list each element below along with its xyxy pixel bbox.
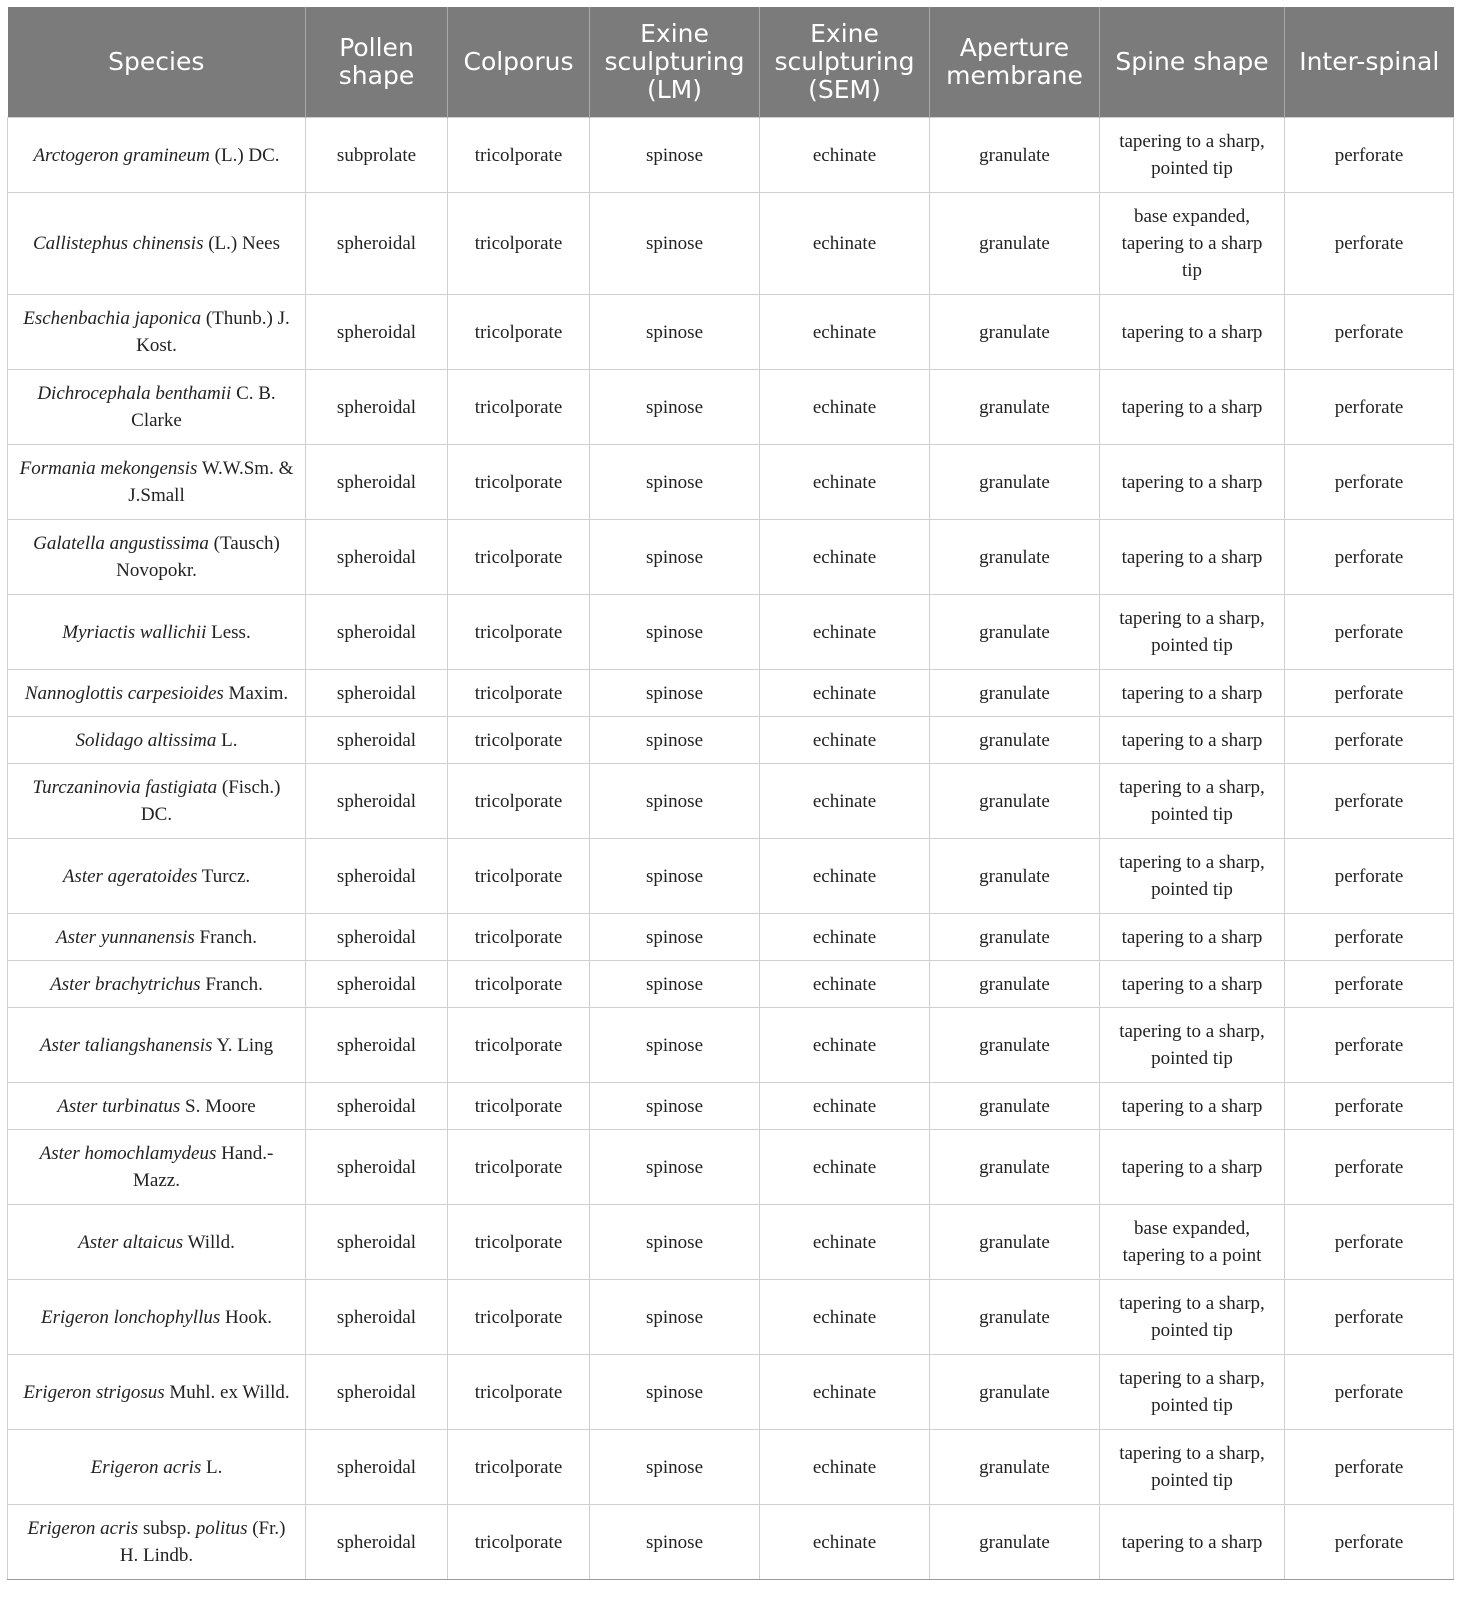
table-row [8, 295, 1454, 370]
cell-colporus: tricolporate [448, 764, 590, 839]
species-name: Formania mekongensis [19, 458, 198, 479]
cell-pollen-shape: spheroidal [306, 1205, 448, 1280]
cell-species [8, 445, 306, 520]
cell-pollen-shape: spheroidal [306, 1083, 448, 1130]
cell-colporus: tricolporate [448, 961, 590, 1008]
cell-inter-spinal: perforate [1285, 295, 1454, 370]
cell-species [8, 1280, 306, 1355]
cell-colporus: tricolporate [448, 1505, 590, 1580]
table-row [8, 1083, 1454, 1130]
cell-inter-spinal: perforate [1285, 1083, 1454, 1130]
cell-aperture-membrane: granulate [930, 670, 1100, 717]
species-name: Nannoglottis carpesioides [24, 682, 224, 704]
cell-pollen-shape: spheroidal [306, 839, 448, 914]
cell-exine-sem: echinate [760, 295, 930, 370]
cell-exine-lm: spinose [590, 370, 760, 445]
cell-aperture-membrane: granulate [930, 1130, 1100, 1205]
cell-exine-sem: echinate [760, 445, 930, 520]
cell-species [8, 764, 306, 839]
cell-inter-spinal: perforate [1285, 670, 1454, 717]
cell-spine-shape: tapering to a sharp, pointed tip [1100, 764, 1285, 839]
cell-species [8, 961, 306, 1008]
cell-exine-sem: echinate [760, 961, 930, 1008]
cell-exine-lm: spinose [590, 1355, 760, 1430]
cell-aperture-membrane: granulate [930, 764, 1100, 839]
cell-exine-lm: spinose [590, 1280, 760, 1355]
cell-inter-spinal: perforate [1285, 1008, 1454, 1083]
cell-exine-lm: spinose [590, 1205, 760, 1280]
cell-pollen-shape: spheroidal [306, 1008, 448, 1083]
cell-pollen-shape: spheroidal [306, 1355, 448, 1430]
cell-spine-shape: tapering to a sharp [1100, 370, 1285, 445]
cell-colporus: tricolporate [448, 520, 590, 595]
header-exine-lm: Exine sculpturing (LM) [590, 7, 760, 118]
cell-spine-shape: tapering to a sharp [1100, 295, 1285, 370]
species-authority: (Thunb.) J. Kost. [136, 308, 290, 356]
cell-spine-shape: tapering to a sharp, pointed tip [1100, 1280, 1285, 1355]
table-header [8, 7, 1454, 118]
table-row [8, 764, 1454, 839]
cell-aperture-membrane: granulate [930, 1505, 1100, 1580]
cell-aperture-membrane: granulate [930, 595, 1100, 670]
cell-exine-lm: spinose [590, 295, 760, 370]
cell-pollen-shape: spheroidal [306, 1505, 448, 1580]
cell-exine-sem: echinate [760, 193, 930, 295]
cell-inter-spinal: perforate [1285, 717, 1454, 764]
cell-pollen-shape: spheroidal [306, 295, 448, 370]
species-authority: Willd. [183, 1231, 235, 1253]
cell-exine-sem: echinate [760, 1505, 930, 1580]
cell-exine-sem: echinate [760, 1083, 930, 1130]
cell-pollen-shape: spheroidal [306, 1430, 448, 1505]
species-authority: Hook. [220, 1306, 272, 1328]
cell-pollen-shape: spheroidal [306, 370, 448, 445]
cell-colporus: tricolporate [448, 1280, 590, 1355]
cell-pollen-shape: spheroidal [306, 520, 448, 595]
cell-aperture-membrane: granulate [930, 1280, 1100, 1355]
table-row [8, 1008, 1454, 1083]
cell-exine-sem: echinate [760, 520, 930, 595]
header-aperture-membrane: Aperture membrane [930, 7, 1100, 118]
species-authority: L. [201, 1456, 223, 1478]
header-spine-shape: Spine shape [1100, 7, 1285, 118]
cell-aperture-membrane: granulate [930, 717, 1100, 764]
species-name: Erigeron strigosus [23, 1381, 165, 1403]
species-name: Callistephus chinensis [33, 233, 204, 254]
species-name: Galatella angustissima [33, 533, 209, 554]
cell-pollen-shape: spheroidal [306, 595, 448, 670]
cell-spine-shape: tapering to a sharp [1100, 445, 1285, 520]
cell-inter-spinal: perforate [1285, 193, 1454, 295]
species-authority: Franch. [200, 973, 263, 995]
pollen-morphology-table-container [7, 7, 1453, 1580]
cell-exine-lm: spinose [590, 670, 760, 717]
species-name: Aster homochlamydeus [39, 1143, 217, 1164]
cell-colporus: tricolporate [448, 839, 590, 914]
table-row [8, 520, 1454, 595]
cell-pollen-shape: spheroidal [306, 717, 448, 764]
table-row [8, 445, 1454, 520]
cell-species [8, 1083, 306, 1130]
cell-inter-spinal: perforate [1285, 839, 1454, 914]
cell-colporus: tricolporate [448, 118, 590, 193]
table-row [8, 1205, 1454, 1280]
cell-colporus: tricolporate [448, 670, 590, 717]
cell-colporus: tricolporate [448, 595, 590, 670]
header-row [8, 7, 1454, 118]
cell-spine-shape: base expanded, tapering to a sharp tip [1100, 193, 1285, 295]
cell-spine-shape: tapering to a sharp [1100, 1083, 1285, 1130]
cell-exine-lm: spinose [590, 961, 760, 1008]
species-name: Myriactis wallichii [62, 621, 207, 643]
cell-inter-spinal: perforate [1285, 1280, 1454, 1355]
cell-exine-lm: spinose [590, 1008, 760, 1083]
cell-aperture-membrane: granulate [930, 839, 1100, 914]
cell-exine-sem: echinate [760, 670, 930, 717]
cell-inter-spinal: perforate [1285, 1355, 1454, 1430]
cell-aperture-membrane: granulate [930, 370, 1100, 445]
cell-inter-spinal: perforate [1285, 1130, 1454, 1205]
cell-colporus: tricolporate [448, 295, 590, 370]
cell-aperture-membrane: granulate [930, 914, 1100, 961]
cell-aperture-membrane: granulate [930, 1083, 1100, 1130]
cell-spine-shape: tapering to a sharp [1100, 914, 1285, 961]
species-authority: Franch. [194, 926, 258, 948]
cell-exine-lm: spinose [590, 717, 760, 764]
cell-colporus: tricolporate [448, 1130, 590, 1205]
cell-exine-sem: echinate [760, 118, 930, 193]
cell-inter-spinal: perforate [1285, 595, 1454, 670]
cell-species [8, 370, 306, 445]
table-row [8, 1280, 1454, 1355]
table-row [8, 1430, 1454, 1505]
cell-exine-sem: echinate [760, 370, 930, 445]
cell-spine-shape: tapering to a sharp [1100, 1505, 1285, 1580]
table-row [8, 1355, 1454, 1430]
pollen-morphology-table [7, 7, 1454, 1580]
table-body [8, 118, 1454, 1580]
cell-pollen-shape: spheroidal [306, 445, 448, 520]
header-pollen-shape: Pollen shape [306, 7, 448, 118]
cell-aperture-membrane: granulate [930, 1430, 1100, 1505]
cell-colporus: tricolporate [448, 1355, 590, 1430]
cell-pollen-shape: spheroidal [306, 961, 448, 1008]
species-authority: (Tausch) Novopokr. [116, 533, 280, 581]
header-colporus: Colporus [448, 7, 590, 118]
table-row [8, 1130, 1454, 1205]
cell-exine-sem: echinate [760, 1430, 930, 1505]
cell-inter-spinal: perforate [1285, 1205, 1454, 1280]
cell-exine-sem: echinate [760, 717, 930, 764]
cell-exine-sem: echinate [760, 595, 930, 670]
header-inter-spinal: Inter-spinal [1285, 7, 1454, 118]
cell-species [8, 1430, 306, 1505]
cell-aperture-membrane: granulate [930, 961, 1100, 1008]
species-authority: (L.) Nees [203, 233, 280, 254]
cell-species [8, 1355, 306, 1430]
cell-aperture-membrane: granulate [930, 193, 1100, 295]
subspecies-name: politus [195, 1518, 248, 1539]
cell-aperture-membrane: granulate [930, 1008, 1100, 1083]
table-row [8, 839, 1454, 914]
cell-aperture-membrane: granulate [930, 1205, 1100, 1280]
cell-exine-sem: echinate [760, 914, 930, 961]
species-name: Erigeron acris [27, 1518, 139, 1539]
cell-spine-shape: tapering to a sharp, pointed tip [1100, 839, 1285, 914]
species-authority: W.W.Sm. & J.Small [128, 458, 294, 506]
cell-species [8, 118, 306, 193]
species-name: Solidago altissima [75, 729, 217, 751]
table-row [8, 595, 1454, 670]
cell-exine-lm: spinose [590, 914, 760, 961]
cell-colporus: tricolporate [448, 370, 590, 445]
cell-inter-spinal: perforate [1285, 1430, 1454, 1505]
table-row [8, 961, 1454, 1008]
cell-spine-shape: tapering to a sharp [1100, 520, 1285, 595]
cell-pollen-shape: spheroidal [306, 1280, 448, 1355]
species-authority: S. Moore [180, 1095, 256, 1117]
species-authority: Muhl. ex Willd. [164, 1381, 290, 1403]
cell-exine-lm: spinose [590, 595, 760, 670]
cell-inter-spinal: perforate [1285, 764, 1454, 839]
cell-exine-lm: spinose [590, 193, 760, 295]
cell-exine-sem: echinate [760, 839, 930, 914]
species-authority: (Fisch.) DC. [140, 777, 281, 825]
cell-spine-shape: tapering to a sharp [1100, 1130, 1285, 1205]
cell-spine-shape: tapering to a sharp, pointed tip [1100, 1355, 1285, 1430]
cell-exine-lm: spinose [590, 764, 760, 839]
cell-exine-sem: echinate [760, 1205, 930, 1280]
species-authority: (L.) DC. [209, 144, 280, 166]
cell-species [8, 839, 306, 914]
cell-aperture-membrane: granulate [930, 520, 1100, 595]
cell-pollen-shape: subprolate [306, 118, 448, 193]
cell-inter-spinal: perforate [1285, 914, 1454, 961]
cell-spine-shape: tapering to a sharp [1100, 961, 1285, 1008]
cell-spine-shape: tapering to a sharp, pointed tip [1100, 1430, 1285, 1505]
cell-aperture-membrane: granulate [930, 295, 1100, 370]
cell-pollen-shape: spheroidal [306, 193, 448, 295]
cell-exine-lm: spinose [590, 1430, 760, 1505]
species-name: Aster turbinatus [57, 1095, 181, 1117]
species-name: Aster yunnanensis [55, 926, 195, 948]
cell-colporus: tricolporate [448, 193, 590, 295]
cell-exine-sem: echinate [760, 1008, 930, 1083]
cell-colporus: tricolporate [448, 1008, 590, 1083]
cell-exine-sem: echinate [760, 764, 930, 839]
species-name: Dichrocephala benthamii [37, 383, 232, 404]
cell-exine-lm: spinose [590, 520, 760, 595]
cell-species [8, 717, 306, 764]
cell-species [8, 670, 306, 717]
species-authority: subsp. [138, 1518, 196, 1539]
species-name: Aster taliangshanensis [39, 1034, 213, 1056]
cell-colporus: tricolporate [448, 1205, 590, 1280]
species-name: Aster altaicus [78, 1231, 184, 1253]
cell-inter-spinal: perforate [1285, 370, 1454, 445]
cell-species [8, 520, 306, 595]
species-authority: L. [216, 729, 238, 751]
cell-pollen-shape: spheroidal [306, 764, 448, 839]
cell-spine-shape: tapering to a sharp, pointed tip [1100, 595, 1285, 670]
table-row [8, 118, 1454, 193]
cell-spine-shape: tapering to a sharp [1100, 717, 1285, 764]
cell-species [8, 193, 306, 295]
species-authority: Turcz. [197, 865, 251, 887]
cell-exine-sem: echinate [760, 1355, 930, 1430]
table-row [8, 914, 1454, 961]
cell-inter-spinal: perforate [1285, 520, 1454, 595]
cell-pollen-shape: spheroidal [306, 914, 448, 961]
header-exine-sem: Exine sculpturing (SEM) [760, 7, 930, 118]
table-row [8, 717, 1454, 764]
table-row [8, 370, 1454, 445]
cell-inter-spinal: perforate [1285, 1505, 1454, 1580]
cell-aperture-membrane: granulate [930, 118, 1100, 193]
species-name: Eschenbachia japonica [23, 308, 202, 329]
cell-exine-lm: spinose [590, 445, 760, 520]
cell-inter-spinal: perforate [1285, 118, 1454, 193]
cell-spine-shape: tapering to a sharp, pointed tip [1100, 1008, 1285, 1083]
cell-exine-sem: echinate [760, 1130, 930, 1205]
cell-colporus: tricolporate [448, 445, 590, 520]
cell-pollen-shape: spheroidal [306, 670, 448, 717]
header-species: Species [8, 7, 306, 118]
cell-species [8, 1505, 306, 1580]
table-row [8, 670, 1454, 717]
cell-colporus: tricolporate [448, 914, 590, 961]
cell-exine-lm: spinose [590, 1505, 760, 1580]
cell-colporus: tricolporate [448, 1430, 590, 1505]
cell-inter-spinal: perforate [1285, 961, 1454, 1008]
cell-pollen-shape: spheroidal [306, 1130, 448, 1205]
cell-exine-lm: spinose [590, 118, 760, 193]
table-row [8, 193, 1454, 295]
cell-aperture-membrane: granulate [930, 445, 1100, 520]
species-name: Aster brachytrichus [50, 973, 201, 995]
species-name: Arctogeron gramineum [33, 144, 210, 166]
cell-species [8, 1205, 306, 1280]
species-name: Turczaninovia fastigiata [32, 777, 218, 798]
cell-aperture-membrane: granulate [930, 1355, 1100, 1430]
cell-exine-lm: spinose [590, 1083, 760, 1130]
species-name: Aster ageratoides [62, 865, 198, 887]
cell-colporus: tricolporate [448, 1083, 590, 1130]
cell-exine-lm: spinose [590, 1130, 760, 1205]
species-authority: Hand.-Mazz. [133, 1143, 274, 1191]
cell-inter-spinal: perforate [1285, 445, 1454, 520]
cell-spine-shape: tapering to a sharp, pointed tip [1100, 118, 1285, 193]
cell-species [8, 595, 306, 670]
subspecies-authority: (Fr.) H. Lindb. [119, 1518, 286, 1566]
species-authority: Y. Ling [212, 1034, 274, 1056]
species-authority: Maxim. [223, 682, 289, 704]
cell-colporus: tricolporate [448, 717, 590, 764]
cell-species [8, 295, 306, 370]
cell-spine-shape: base expanded, tapering to a point [1100, 1205, 1285, 1280]
species-authority: C. B. Clarke [131, 383, 276, 431]
cell-species [8, 914, 306, 961]
cell-exine-lm: spinose [590, 839, 760, 914]
species-name: Erigeron acris [90, 1456, 202, 1478]
cell-exine-sem: echinate [760, 1280, 930, 1355]
cell-spine-shape: tapering to a sharp [1100, 670, 1285, 717]
species-name: Erigeron lonchophyllus [41, 1306, 221, 1328]
table-row [8, 1505, 1454, 1580]
species-authority: Less. [206, 621, 251, 643]
cell-species [8, 1008, 306, 1083]
cell-species [8, 1130, 306, 1205]
